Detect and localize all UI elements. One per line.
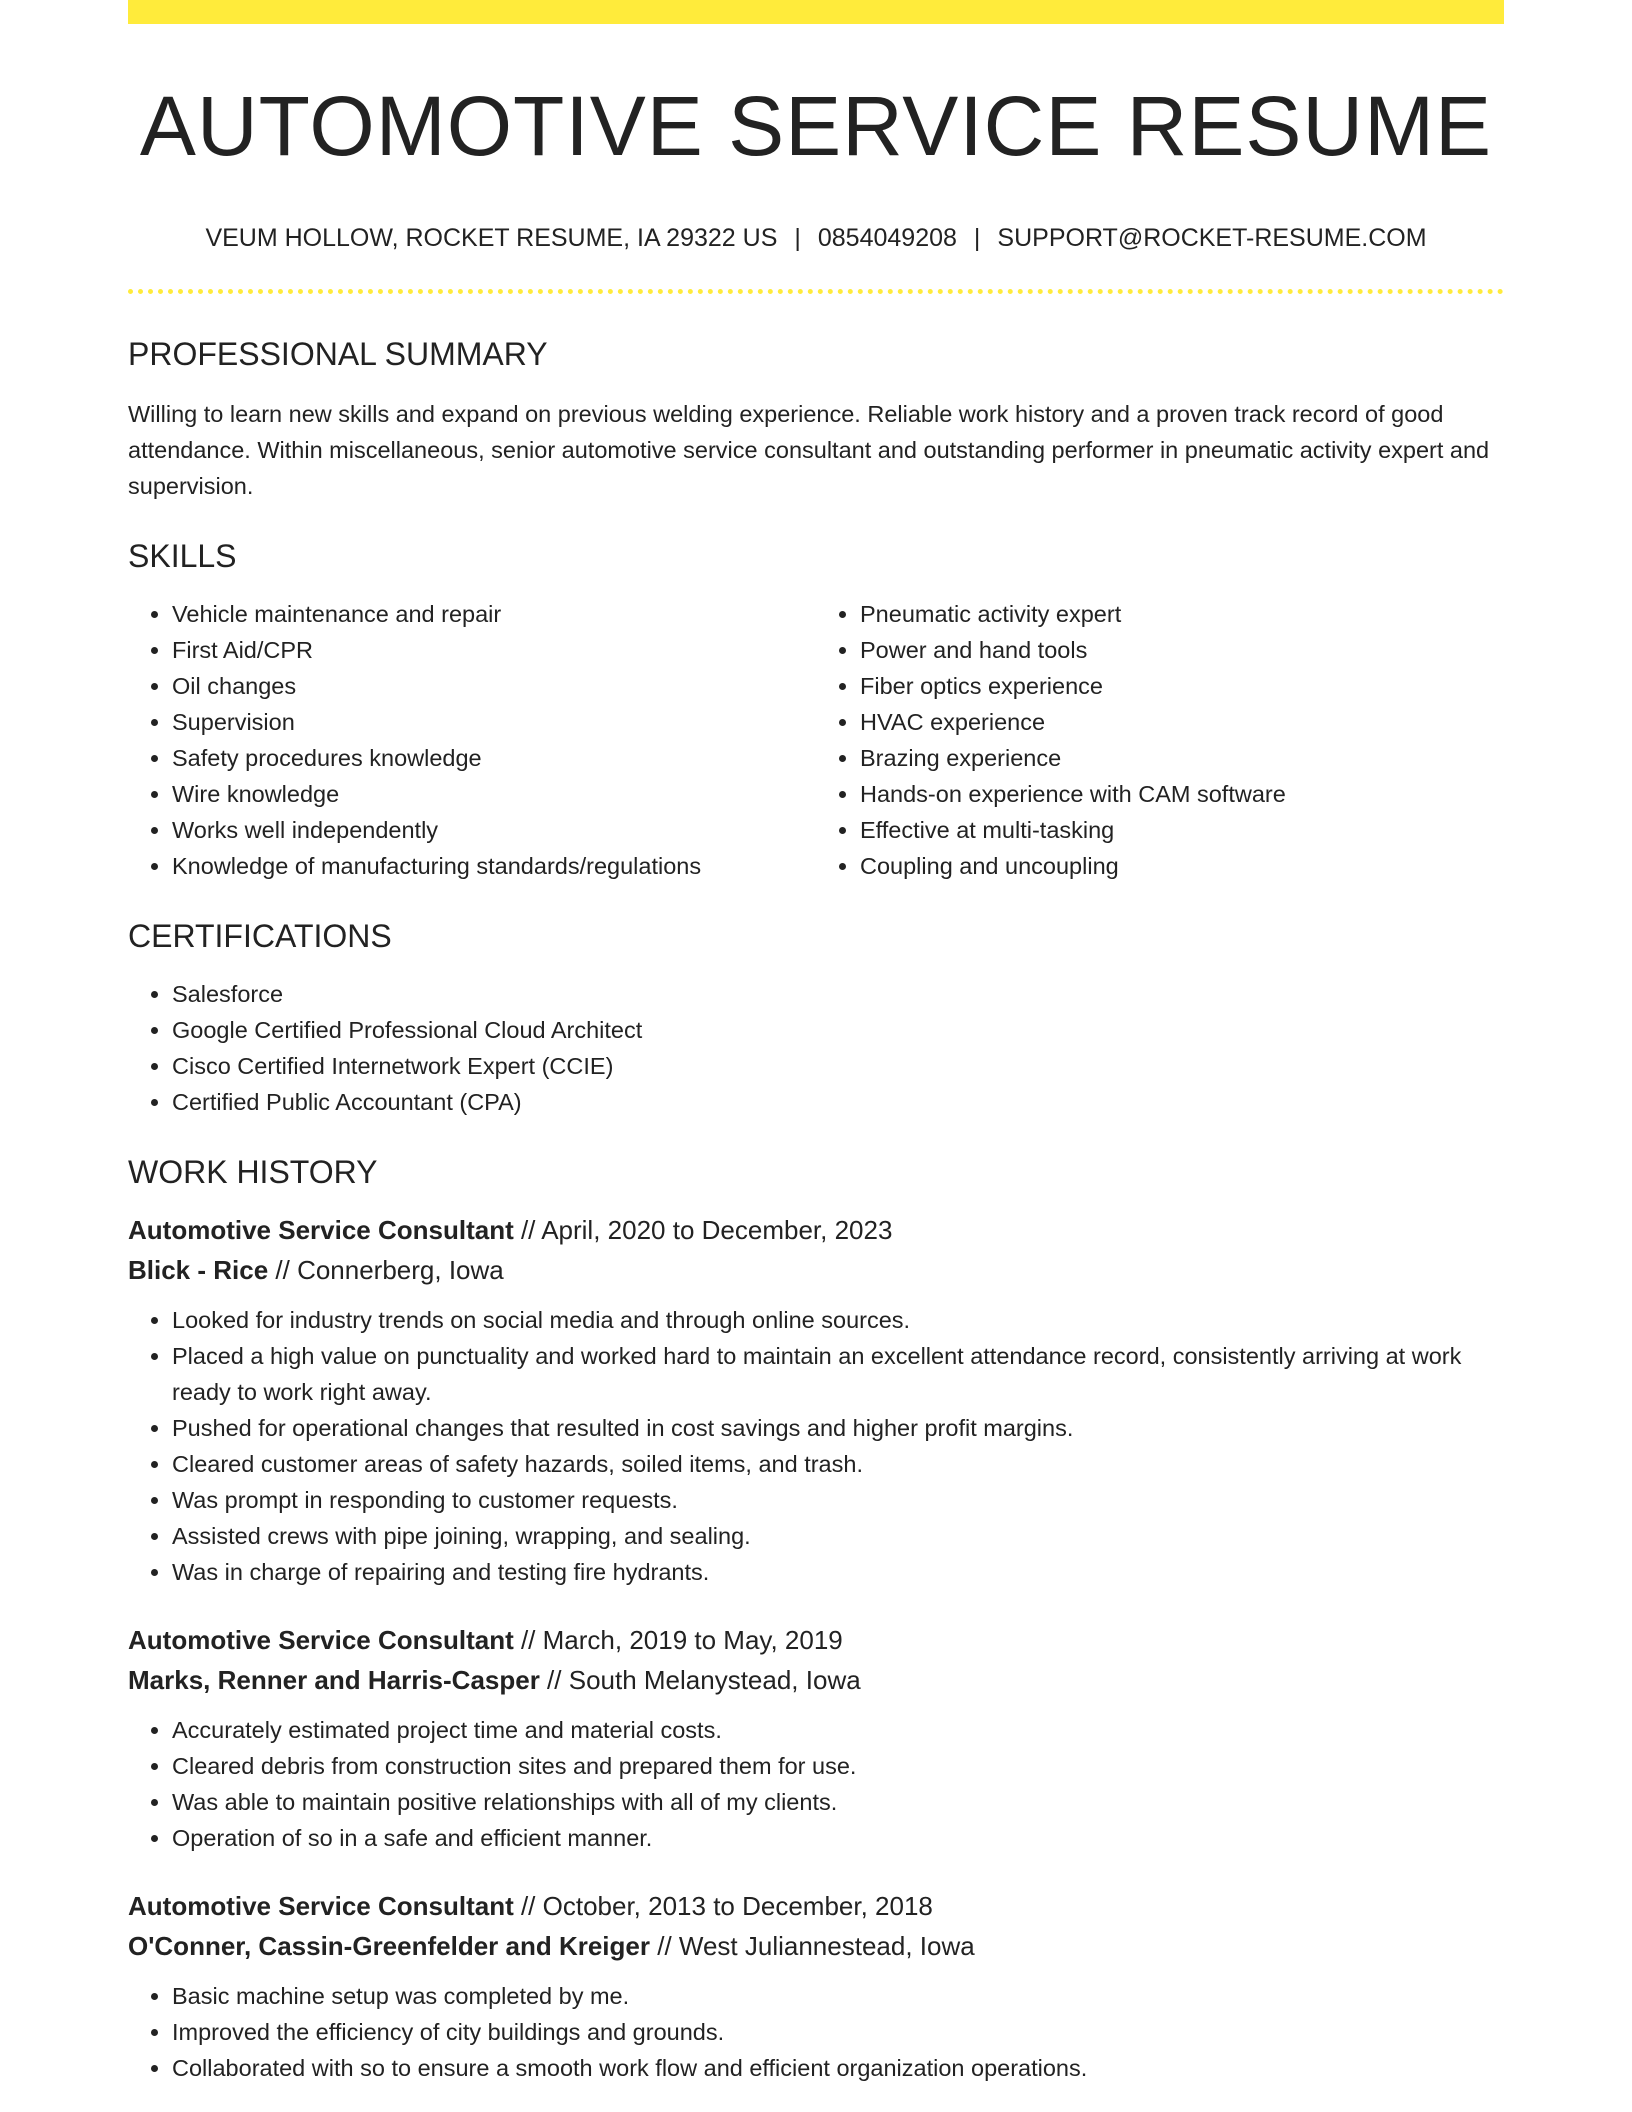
job-bullet: • Basic machine setup was completed by me. — [172, 1978, 1504, 2014]
job-title-line — [128, 1886, 1504, 1926]
job-location: // South Melanystead, Iowa — [539, 1665, 861, 1695]
job-title: Automotive Service Consultant — [128, 1891, 514, 1921]
contact-line — [128, 226, 1504, 251]
job-location: // West Juliannestead, Iowa — [650, 1931, 975, 1961]
skill-item: • Pneumatic activity expert — [860, 596, 1504, 632]
job-bullet: • Accurately estimated project time and material costs. — [172, 1712, 1504, 1748]
job-bullet: • Cleared debris from construction sites and prepared them for use. — [172, 1748, 1504, 1784]
dotted-divider — [128, 289, 1504, 294]
skill-item: • Brazing experience — [860, 740, 1504, 776]
work-history-heading: WORK HISTORY — [128, 1154, 378, 1190]
skill-item: • Wire knowledge — [172, 776, 816, 812]
contact-separator: | — [973, 224, 981, 252]
job-location: // Connerberg, Iowa — [268, 1255, 504, 1285]
accent-top-bar — [128, 0, 1504, 24]
skill-item: • Oil changes — [172, 668, 816, 704]
skill-item: • Works well independently — [172, 812, 816, 848]
skill-item: • Supervision — [172, 704, 816, 740]
skill-item: • Hands-on experience with CAM software — [860, 776, 1504, 812]
job-bullets — [128, 1978, 1504, 2086]
skill-item: • Knowledge of manufacturing standards/regulations — [172, 848, 816, 884]
job-bullet: • Operation of so in a safe and efficient manner. — [172, 1820, 1504, 1856]
job-company: Blick - Rice — [128, 1255, 269, 1285]
certification-item: • Salesforce — [172, 976, 1504, 1012]
job-bullet: • Collaborated with so to ensure a smooth work flow and efficient organization operations. — [172, 2050, 1504, 2086]
job-bullets — [128, 1712, 1504, 1856]
certification-item: • Certified Public Accountant (CPA) — [172, 1084, 1504, 1120]
job-title-line — [128, 1210, 1504, 1250]
job-bullet: • Pushed for operational changes that resulted in cost savings and higher profit margins. — [172, 1410, 1504, 1446]
contact-separator: | — [794, 224, 801, 252]
job-entry — [128, 1620, 1504, 1856]
job-title: Automotive Service Consultant — [128, 1215, 514, 1245]
job-company: Marks, Renner and Harris-Casper — [128, 1665, 540, 1695]
job-bullet: • Was able to maintain positive relationships with all of my clients. — [172, 1784, 1504, 1820]
skill-item: • Safety procedures knowledge — [172, 740, 816, 776]
job-dates: // October, 2013 to December, 2018 — [513, 1891, 933, 1921]
job-title: Automotive Service Consultant — [128, 1625, 514, 1655]
skill-item: • Power and hand tools — [860, 632, 1504, 668]
skill-item: • Effective at multi-tasking — [860, 812, 1504, 848]
job-dates: // March, 2019 to May, 2019 — [513, 1625, 843, 1655]
summary-heading: PROFESSIONAL SUMMARY — [128, 336, 548, 372]
job-entry — [128, 1886, 1504, 2086]
job-company-line — [128, 1660, 1504, 1700]
skill-item: • HVAC experience — [860, 704, 1504, 740]
job-company-line — [128, 1250, 1504, 1290]
contact-email: SUPPORT@ROCKET-RESUME.COM — [997, 224, 1427, 252]
certifications-heading: CERTIFICATIONS — [128, 918, 392, 954]
skill-item: • Vehicle maintenance and repair — [172, 596, 816, 632]
job-bullet: • Was in charge of repairing and testing fire hydrants. — [172, 1554, 1504, 1590]
skill-item: • Coupling and uncoupling — [860, 848, 1504, 884]
job-bullet: • Improved the efficiency of city buildings and grounds. — [172, 2014, 1504, 2050]
job-bullet: • Was prompt in responding to customer requests. — [172, 1482, 1504, 1518]
resume-title: AUTOMOTIVE SERVICE RESUME — [139, 79, 1493, 173]
skill-item: • First Aid/CPR — [172, 632, 816, 668]
certification-item: • Google Certified Professional Cloud Architect — [172, 1012, 1504, 1048]
certification-item: • Cisco Certified Internetwork Expert (CCIE) — [172, 1048, 1504, 1084]
skills-right-list — [816, 596, 1504, 884]
skills-columns — [128, 596, 1504, 884]
contact-phone: 0854049208 — [817, 224, 957, 252]
job-bullet: • Placed a high value on punctuality and worked hard to maintain an excellent attendance record, consistently arriving at work ready to work right away. — [172, 1338, 1504, 1410]
contact-address: VEUM HOLLOW, ROCKET RESUME, IA 29322 US — [205, 224, 778, 252]
job-title-line — [128, 1620, 1504, 1660]
job-entry — [128, 1210, 1504, 1590]
job-bullet: • Looked for industry trends on social media and through online sources. — [172, 1302, 1504, 1338]
resume-page — [128, 0, 1504, 2086]
skills-left-list — [128, 596, 816, 884]
job-company-line — [128, 1926, 1504, 1966]
certifications-list — [128, 976, 1504, 1120]
job-bullet: • Cleared customer areas of safety hazards, soiled items, and trash. — [172, 1446, 1504, 1482]
skill-item: • Fiber optics experience — [860, 668, 1504, 704]
job-company: O'Conner, Cassin-Greenfelder and Kreiger — [128, 1931, 650, 1961]
job-bullet: • Assisted crews with pipe joining, wrapping, and sealing. — [172, 1518, 1504, 1554]
summary-text: Willing to learn new skills and expand on previous welding experience. Reliable work history and a proven track record of good attendance. Within miscellaneous, senior automotive service consultant and outstanding performer in pneumatic activity expert and supervision. — [128, 401, 1490, 499]
job-bullets — [128, 1302, 1504, 1590]
job-dates: // April, 2020 to December, 2023 — [513, 1215, 893, 1245]
skills-heading: SKILLS — [128, 538, 237, 574]
